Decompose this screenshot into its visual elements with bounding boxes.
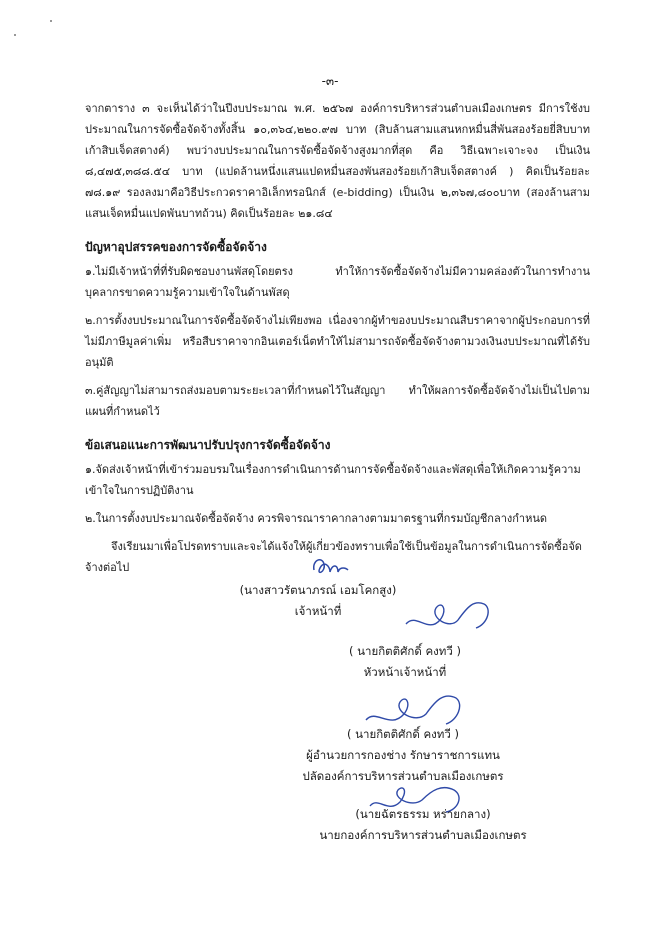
intro-paragraph: จากตาราง ๓ จะเห็นได้ว่าในปีงบประมาณ พ.ศ. ๒๕๖๗ องค์การบริหารส่วนตำบลเมืองเกษตร มีการใช้งบประมาณในการจัดซื้อจัดจ้างทั้งสิ้น ๑๐,๓๖๔,๒๒๐.๙๗ บาท (สิบล้านสามแสนหกหมื่นสี่พันสองร้อยยี่สิบบาทเก้าสิบเจ็ดสตางค์) พบว่างบประมาณในการจัดซื้อจัดจ้างสูงมากที่สุด คือ วิธีเฉพาะเจาะจง เป็นเงิน ๘,๔๗๕,๓๘๘.๕๔ บาท (แปดล้านหนึ่งแสนแปดหมื่นสองพันสองร้อยเก้าสิบเจ็ดสตางค์ ) คิดเป็นร้อยละ ๗๘.๑๙ รองลงมาคือวิธีประกวดราคาอิเล็กทรอนิกส์ (e-bidding) เป็นเงิน ๒,๓๖๗,๘๐๐บาท (สองล้านสามแสนเจ็ดหมื่นแปดพันบาทถ้วน) คิดเป็นร้อยละ ๒๑.๘๔	[85, 102, 590, 220]
signature-block-4	[308, 804, 538, 846]
signature-block-2	[330, 641, 480, 683]
page-number: -๓-	[321, 74, 339, 88]
signer-position: ผู้อำนวยการกองช่าง รักษาราชการแทน	[306, 748, 500, 762]
signer-position: นายกองค์การบริหารส่วนตำบลเมืองเกษตร	[319, 828, 527, 842]
signer-position: เจ้าหน้าที่	[294, 604, 342, 618]
signer-position: ปลัดองค์การบริหารส่วนตำบลเมืองเกษตร	[302, 769, 504, 783]
signer-position: หัวหน้าเจ้าหน้าที่	[363, 665, 447, 679]
signer-name: ( นายกิตติศักดิ์ คงทวี )	[349, 644, 461, 658]
suggestion-item: ๒.ในการตั้งงบประมาณจัดซื้อจัดจ้าง ควรพิจารณาราคากลางตามมาตรฐานที่กรมบัญชีกลางกำหนด	[85, 512, 548, 525]
signature-scribble-1	[308, 550, 354, 582]
signer-name: (นายฉัตรธรรม หร่ายกลาง)	[355, 807, 491, 821]
scan-speck	[50, 20, 52, 22]
closing-paragraph: จึงเรียนมาเพื่อโปรดทราบและจะได้แจ้งให้ผู้เกี่ยวข้องทราบเพื่อใช้เป็นข้อมูลในการดำเนินการจัดซื้อจัดจ้างต่อไป	[85, 540, 582, 574]
scan-speck	[14, 34, 16, 36]
signer-name: (นางสาวรัตนาภรณ์ เอมโคกสูง)	[239, 583, 397, 597]
problem-item: ๓.คู่สัญญาไม่สามารถส่งมอบตามระยะเวลาที่กำหนดไว้ในสัญญา ทำให้ผลการจัดซื้อจัดจ้างไม่เป็นไปตามแผนที่กำหนดไว้	[85, 384, 590, 418]
document-body	[85, 98, 590, 578]
problem-item: ๑.ไม่มีเจ้าหน้าที่ที่รับผิดชอบงานพัสดุโดยตรง ทำให้การจัดซื้อจัดจ้างไม่มีความคล่องตัวในการทำงาน บุคลากรขาดความรู้ความเข้าใจในด้านพัสดุ	[85, 265, 590, 299]
problem-item: ๒.การตั้งงบประมาณในการจัดซื้อจัดจ้างไม่เพียงพอ เนื่องจากผู้ทำของบประมาณสืบราคาจากผู้ประกอบการที่ไม่มีภาษีมูลค่าเพิ่ม หรือสืบราคาจากอินเตอร์เน็ตทำให้ไม่สามารถจัดซื้อจัดจ้างตามวงเงินงบประมาณที่ได้รับอนุมัติ	[85, 314, 590, 369]
signer-name: ( นายกิตติศักดิ์ คงทวี )	[347, 727, 459, 741]
suggestions-heading: ข้อเสนอแนะการพัฒนาปรับปรุงการจัดซื้อจัดจ้าง	[85, 438, 331, 452]
problems-heading: ปัญหาอุปสรรคของการจัดซื้อจัดจ้าง	[85, 240, 267, 254]
signature-block-1	[238, 580, 398, 622]
suggestion-item: ๑.จัดส่งเจ้าหน้าที่เข้าร่วมอบรมในเรื่องการดำเนินการด้านการจัดซื้อจัดจ้างและพัสดุเพื่อให้เกิดความรู้ความเข้าใจในการปฏิบัติงาน	[85, 463, 581, 497]
signature-scribble-2	[398, 594, 498, 646]
